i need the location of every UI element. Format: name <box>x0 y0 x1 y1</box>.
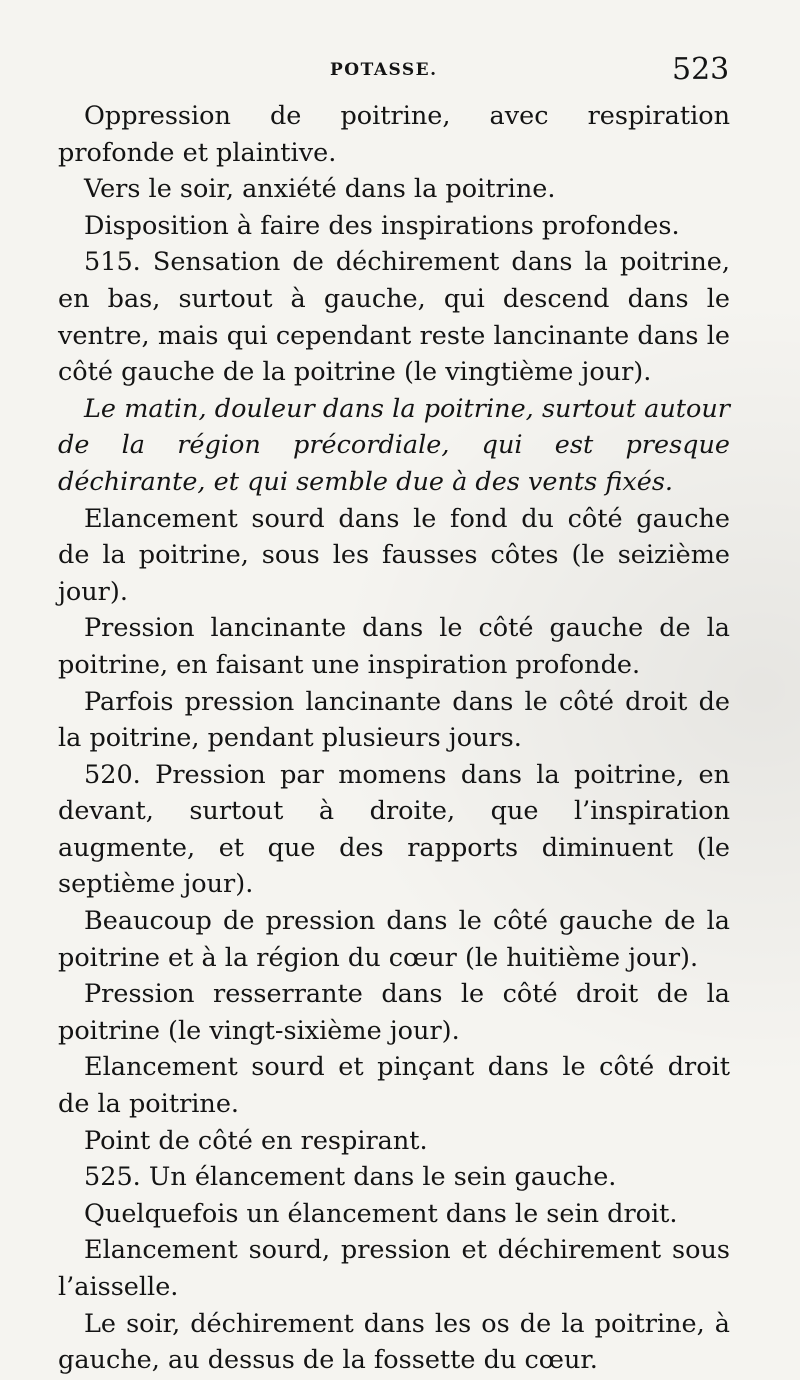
page-header <box>0 52 800 92</box>
paragraph: Elancement sourd, pression et déchirement sous l’aisselle. <box>58 1235 730 1302</box>
running-head: POTASSE. <box>330 60 438 80</box>
paragraph: Le soir, déchirement dans les os de la poitrine, à gauche, au dessus de la fossette du cœur. <box>58 1308 730 1376</box>
paragraph: 525. Un élancement dans le sein gauche. <box>84 1162 617 1193</box>
paragraph: Point de côté en respirant. <box>84 1125 428 1156</box>
paragraph: 515. Sensation de déchirement dans la poitrine, en bas, surtout à gauche, qui descend dans le ventre, mais qui cependant reste lancinante dans le côté gauche de la poitrine (le vingtième jour). <box>58 247 730 388</box>
paragraph: Disposition à faire des inspirations profondes. <box>84 210 680 241</box>
paragraph: 520. Pression par momens dans la poitrine, en devant, surtout à droite, que l’inspiration augmente, et que des rapports diminuent (le septième jour). <box>58 759 730 900</box>
page-number: 523 <box>672 52 730 87</box>
body-text <box>58 98 730 1379</box>
paragraph: Parfois pression lancinante dans le côté droit de la poitrine, pendant plusieurs jours. <box>58 686 730 754</box>
paragraph: Elancement sourd et pinçant dans le côté droit de la poitrine. <box>58 1052 730 1120</box>
paragraph: Pression resserrante dans le côté droit de la poitrine (le vingt-sixième jour). <box>58 979 730 1046</box>
paragraph: Pression lancinante dans le côté gauche de la poitrine, en faisant une inspiration profonde. <box>58 613 730 680</box>
paragraph: Oppression de poitrine, avec respiration profonde et plaintive. <box>58 101 730 168</box>
paragraph-italic: Le matin, douleur dans la poitrine, surtout autour de la région précordiale, qui est presque déchirante, et qui semble due à des vents fixés. <box>58 393 730 497</box>
paragraph: Beaucoup de pression dans le côté gauche de la poitrine et à la région du cœur (le huitième jour). <box>58 906 730 973</box>
paragraph: Quelquefois un élancement dans le sein droit. <box>84 1198 678 1229</box>
paragraph: Elancement sourd dans le fond du côté gauche de la poitrine, sous les fausses côtes (le seizième jour). <box>58 503 730 607</box>
paragraph: Vers le soir, anxiété dans la poitrine. <box>84 174 556 205</box>
